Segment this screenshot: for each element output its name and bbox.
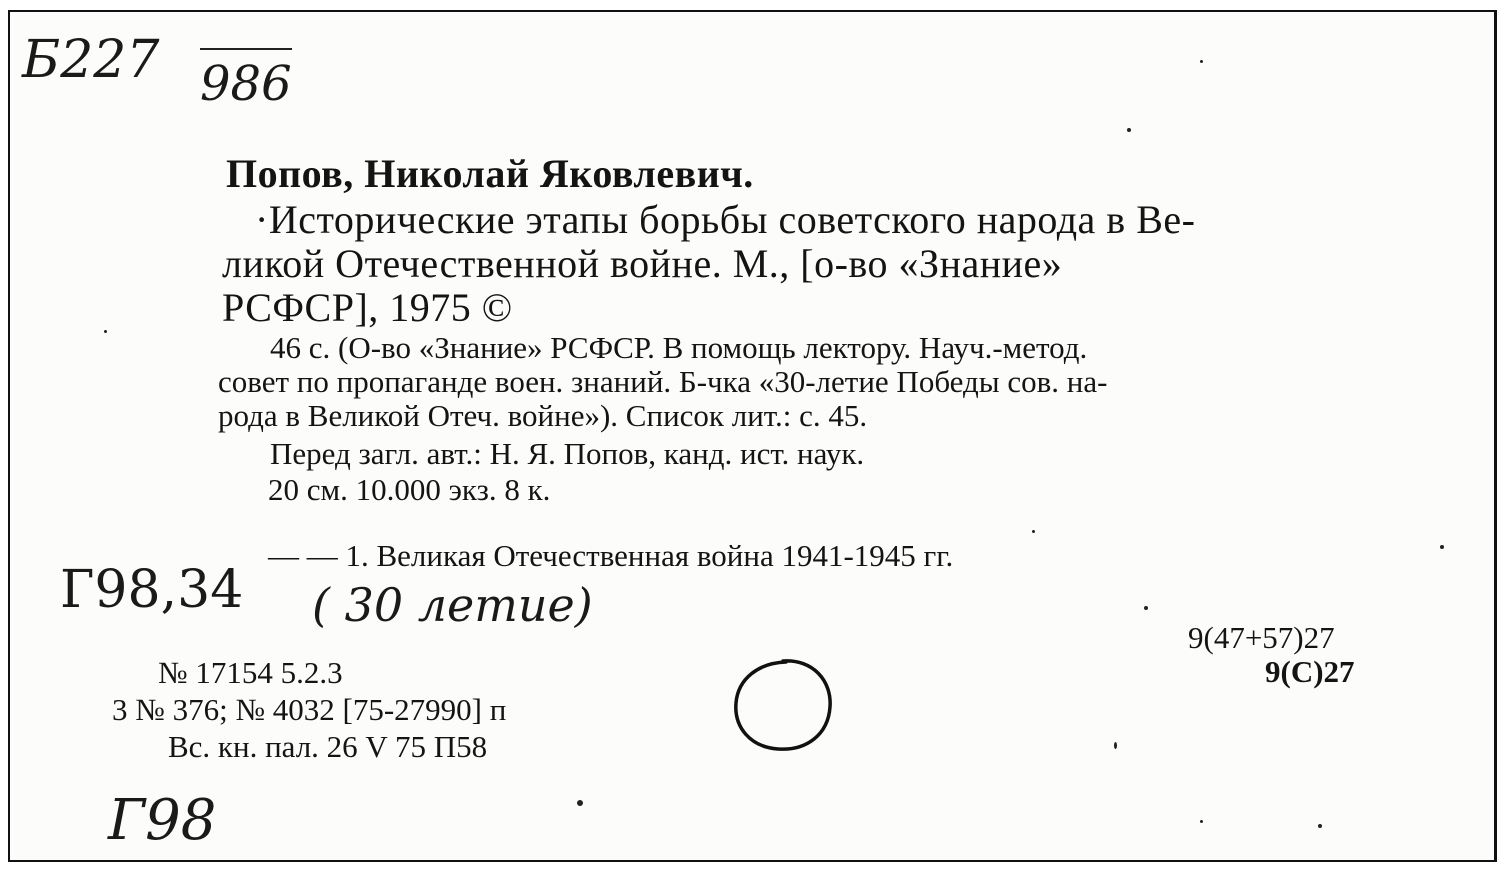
scan-speck [1144, 606, 1148, 610]
description-line-1: 46 с. (О-во «Знание» РСФСР. В помощь лектору. Науч.-метод. [270, 330, 1088, 365]
scan-speck [577, 800, 583, 806]
physical-description: 20 см. 10.000 экз. 8 к. [268, 472, 551, 507]
classification-index-2: 9(С)27 [1265, 654, 1355, 689]
scan-speck [1200, 820, 1203, 823]
title-line-2: ликой Отечественной войне. М., [о-во «Знание» [222, 241, 1063, 286]
scan-speck [104, 330, 107, 333]
scan-speck [1127, 128, 1131, 132]
handwritten-classification: Г98,34 [60, 560, 244, 620]
scan-speck [1114, 742, 1117, 749]
description-line-3: рода в Великой Отеч. войне»). Список лит.: с. 45. [218, 398, 868, 433]
card-number-line-2: 3 № 376; № 4032 [75-27990] п [112, 692, 507, 727]
title-line-1: ·Исторические этапы борьбы советского народа в Ве- [255, 197, 1196, 242]
scan-speck [1032, 530, 1035, 533]
hand-drawn-circle [728, 655, 838, 755]
handwritten-note: ( 30 летие) [312, 578, 593, 632]
shelf-mark-code: Б227 [22, 30, 160, 90]
scan-speck [1200, 60, 1203, 63]
scan-speck [1318, 824, 1322, 828]
classification-index-1: 9(47+57)27 [1188, 620, 1335, 655]
description-line-2: совет по пропаганде воен. знаний. Б-чка «30-летие Победы сов. на- [218, 364, 1108, 399]
author-note: Перед загл. авт.: Н. Я. Попов, канд. ист. наук. [270, 436, 865, 471]
card-number-line-3: Вс. кн. пал. 26 V 75 П58 [168, 729, 488, 764]
title-line-3: РСФСР], 1975 © [222, 285, 513, 330]
shelf-mark-number: 986 [200, 48, 292, 112]
scan-speck [1440, 545, 1444, 549]
handwritten-bottom-mark: Г98 [108, 788, 217, 853]
subject-heading: — — 1. Великая Отечественная война 1941-1945 гг. [268, 538, 954, 573]
author-heading: Попов, Николай Яковлевич. [226, 151, 754, 196]
card-number-line-1: № 17154 5.2.3 [158, 655, 343, 690]
